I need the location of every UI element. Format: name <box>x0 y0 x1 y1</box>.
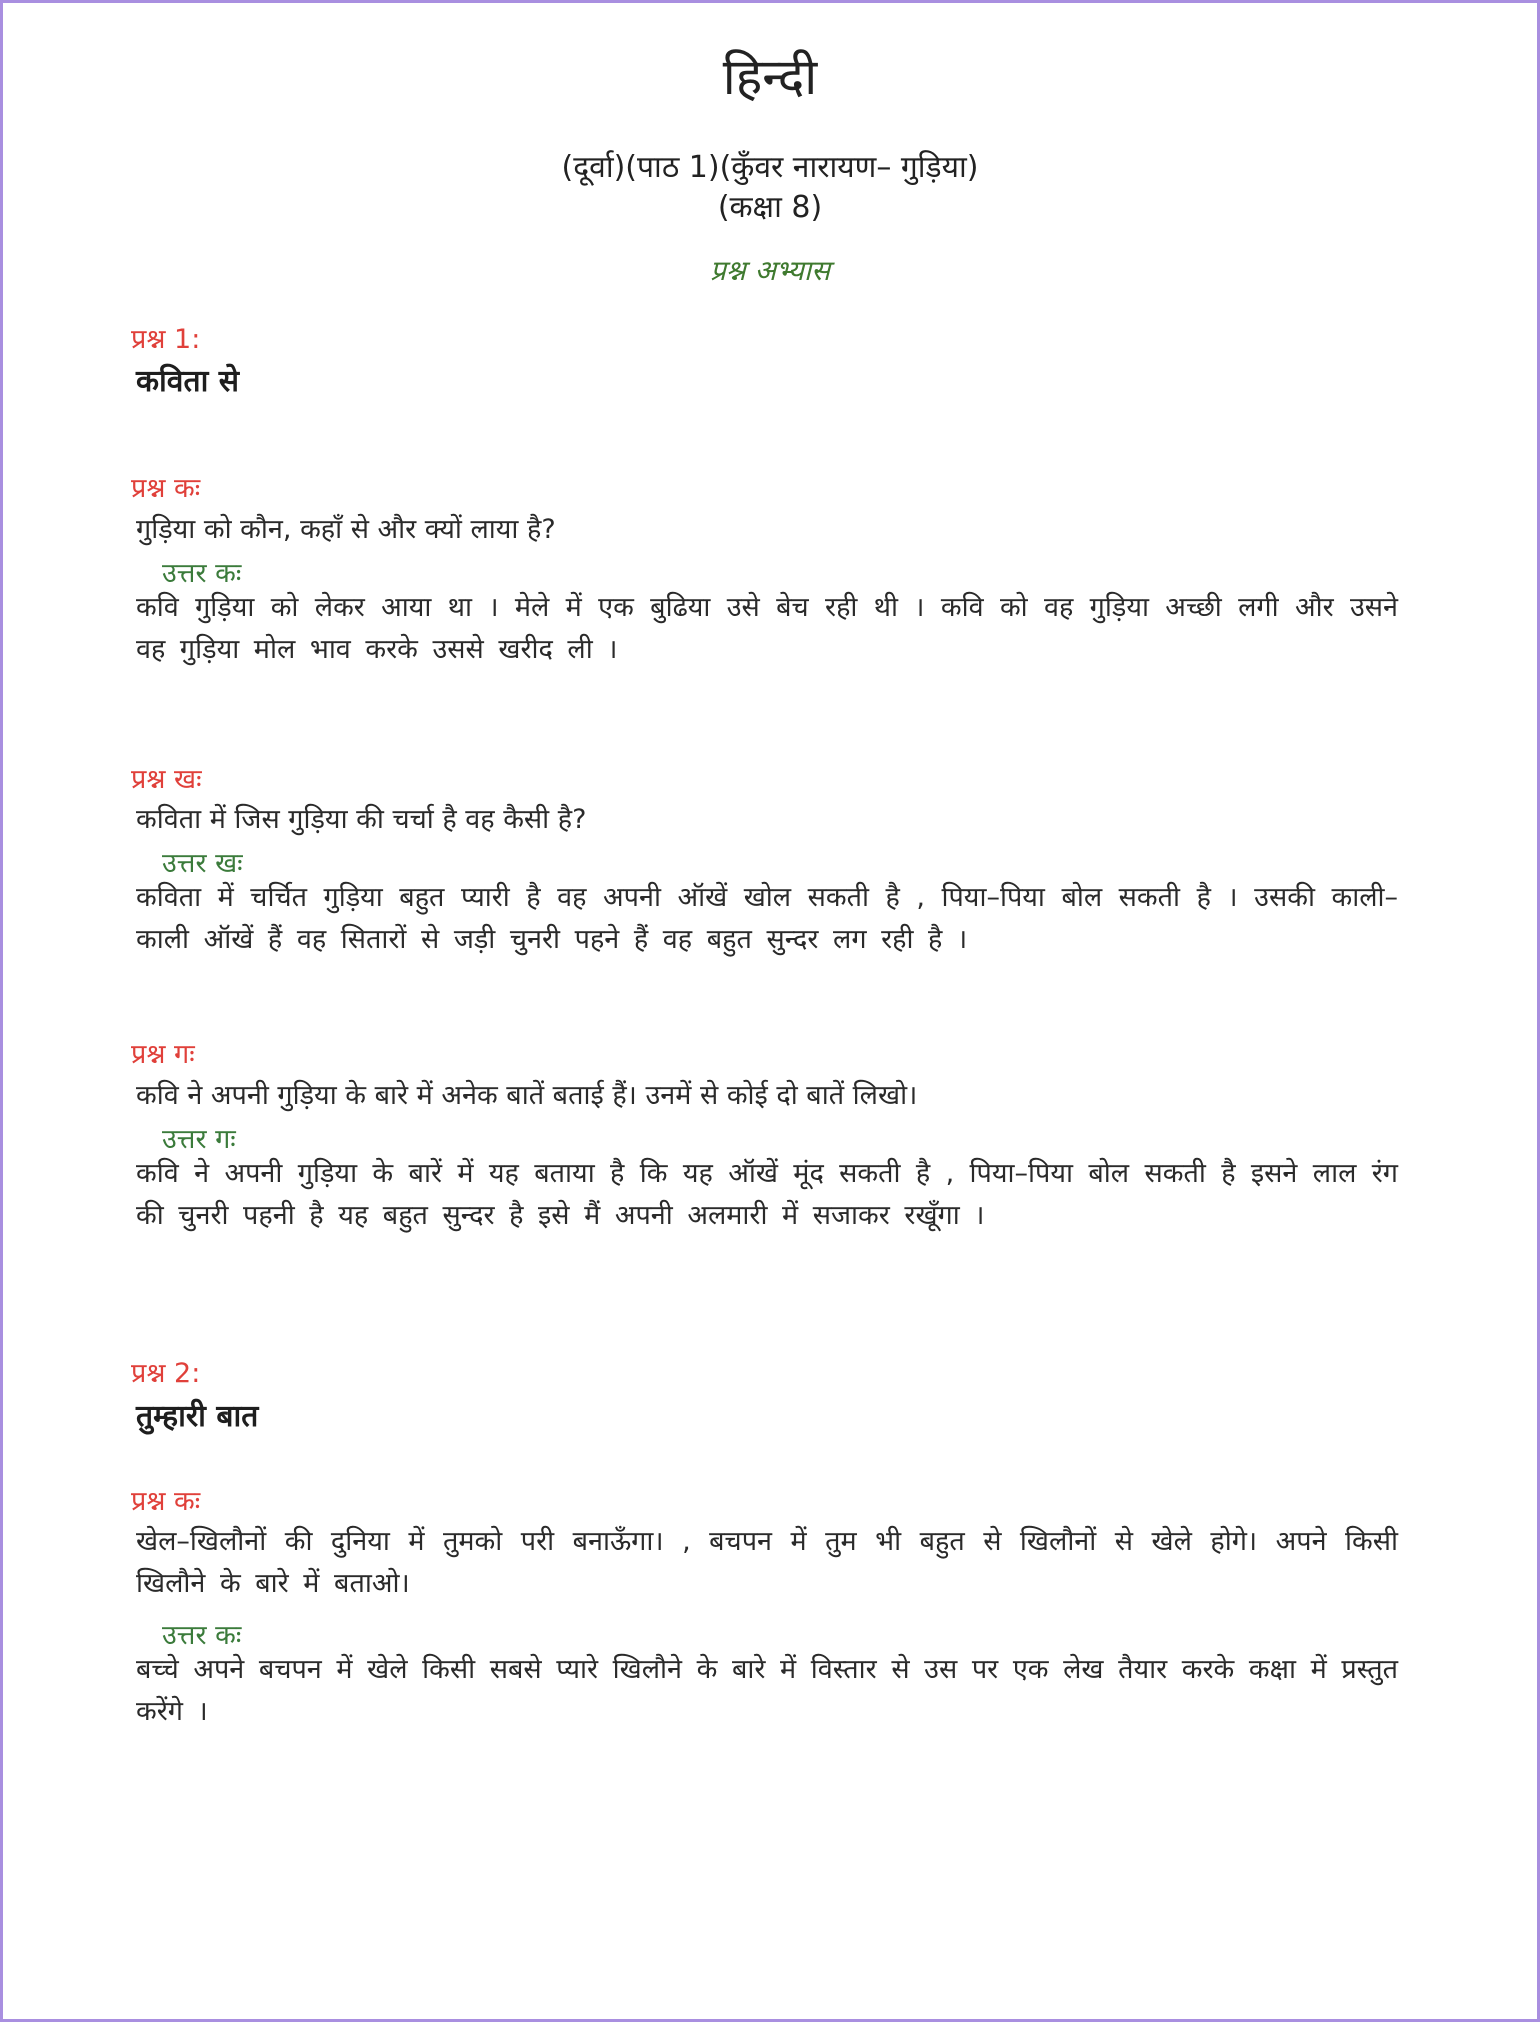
chapter-line: (दूर्वा)(पाठ 1)(कुँवर नारायण– गुड़िया) <box>561 150 979 185</box>
question-2-ka-text: खेल–खिलौनों की दुनिया में तुमको परी बनाऊँगा। , बचपन में तुम भी बहुत से खिलौनों से खेले होगे। अपने किसी खिलौने के बारे में बताओ। <box>136 1526 1399 1599</box>
question-1-ga-label: प्रश्न गः <box>131 1039 195 1070</box>
answer-1-ka-text: कवि गुड़िया को लेकर आया था । मेले में एक बुढिया उसे बेच रही थी । कवि को वह गुड़िया अच्छी लगी और उसने वह गुड़िया मोल भाव करके उससे खरीद ली । <box>136 592 1398 665</box>
question-1-ga-text: कवि ने अपनी गुड़िया के बारे में अनेक बातें बताई हैं। उनमें से कोई दो बातें लिखो। <box>136 1080 918 1111</box>
answer-1-kha-label: उत्तर खः <box>162 848 243 879</box>
question-2-ka-label: प्रश्न कः <box>131 1486 201 1517</box>
question-1-kha-text: कविता में जिस गुड़िया की चर्चा है वह कैसी है? <box>136 804 587 835</box>
question-1-title: कविता से <box>136 364 240 399</box>
question-2-title: तुम्हारी बात <box>136 1399 259 1434</box>
section-heading: प्रश्न अभ्यास <box>709 254 831 287</box>
answer-2-ka-label: उत्तर कः <box>162 1620 242 1651</box>
page-title: हिन्दी <box>722 48 818 106</box>
answer-1-ka-label: उत्तर कः <box>162 558 242 589</box>
question-1-label: प्रश्न 1: <box>131 324 201 355</box>
question-1-kha-label: प्रश्न खः <box>131 764 202 795</box>
question-1-ka-text: गुड़िया को कौन, कहाँ से और क्यों लाया है? <box>136 514 556 545</box>
question-1-ka-label: प्रश्न कः <box>131 473 201 504</box>
answer-2-ka-text: बच्चे अपने बचपन में खेले किसी सबसे प्यारे खिलौने के बारे में विस्तार से उस पर एक लेख तैयार करके कक्षा में प्रस्तुत करेंगे । <box>136 1654 1398 1727</box>
answer-1-ga-label: उत्तर गः <box>162 1124 236 1155</box>
class-line: (कक्षा 8) <box>717 190 823 225</box>
answer-1-kha-text: कविता में चर्चित गुड़िया बहुत प्यारी है वह अपनी ऑखें खोल सकती है , पिया–पिया बोल सकती है । उसकी काली–काली ऑखें हैं वह सितारों से जड़ी चुनरी पहने हैं वह बहुत सुन्दर लग रही है । <box>136 882 1398 955</box>
question-2-label: प्रश्न 2: <box>131 1358 201 1389</box>
answer-1-ga-text: कवि ने अपनी गुड़िया के बारें में यह बताया है कि यह ऑखें मूंद सकती है , पिया–पिया बोल सकती है इसने लाल रंग की चुनरी पहनी है यह बहुत सुन्दर है इसे मैं अपनी अलमारी में सजाकर रखूँगा । <box>136 1158 1398 1231</box>
